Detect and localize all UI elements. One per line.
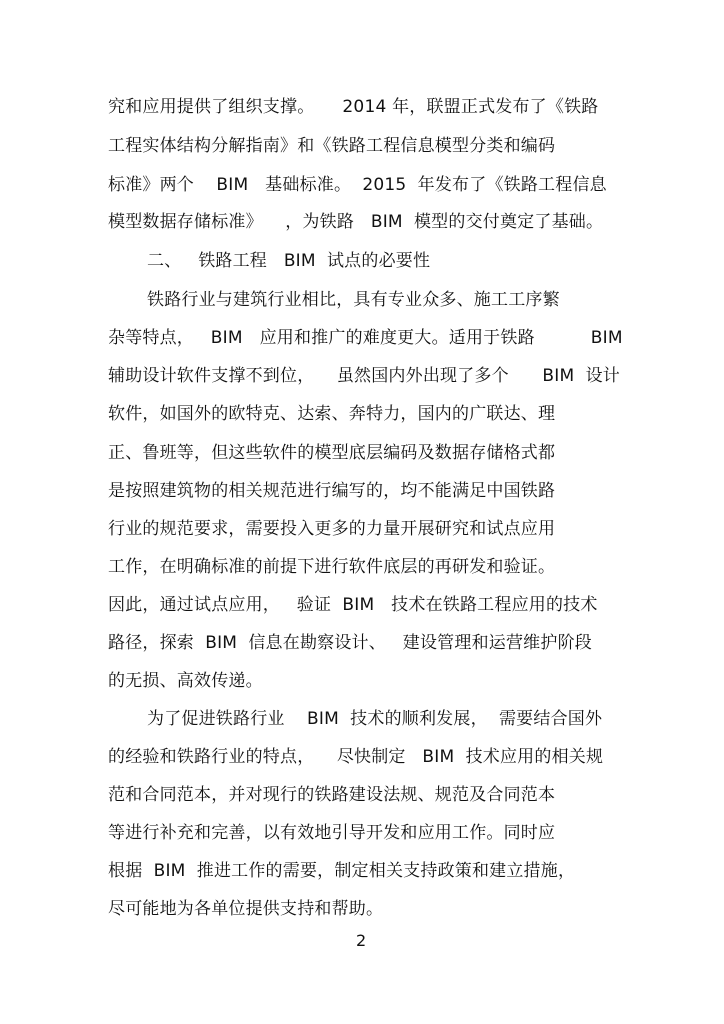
text-line: 的无损、高效传递。 xyxy=(108,671,263,691)
text-line: 行业的规范要求，需要投入更多的力量开展研究和试点应用 xyxy=(108,519,556,539)
text-line: 究和应用提供了组织支撑。 2014 年，联盟正式发布了《铁路 xyxy=(108,97,599,117)
text-line: 软件，如国外的欧特克、达索、奔特力，国内的广联达、理 xyxy=(108,404,556,424)
section-heading: 二、 铁路工程 BIM 试点的必要性 xyxy=(147,251,431,271)
text-line: 正、鲁班等，但这些软件的模型底层编码及数据存储格式都 xyxy=(108,443,556,463)
text-line: 因此，通过试点应用， 验证 BIM 技术在铁路工程应用的技术 xyxy=(108,595,598,615)
text-line: 等进行补充和完善，以有效地引导开发和应用工作。同时应 xyxy=(108,823,556,843)
text-line: 为了促进铁路行业 BIM 技术的顺利发展， 需要结合国外 xyxy=(147,709,603,729)
text-line: 标准》两个 BIM 基础标准。 2015 年发布了《铁路工程信息 xyxy=(108,175,607,195)
text-line: 的经验和铁路行业的特点， 尽快制定 BIM 技术应用的相关规 xyxy=(108,747,604,767)
text-line: 铁路行业与建筑行业相比，具有专业众多、施工工序繁 xyxy=(147,290,560,310)
text-line: 模型数据存储标准》 ，为铁路 BIM 模型的交付奠定了基础。 xyxy=(108,212,604,232)
text-line: 范和合同范本，并对现行的铁路建设法规、规范及合同范本 xyxy=(108,785,556,805)
text-line: 尽可能地为各单位提供支持和帮助。 xyxy=(108,899,384,919)
text-line: 辅助设计软件支撑不到位， 虽然国内外出现了多个 BIM 设计 xyxy=(108,366,620,386)
text-line: 路径，探索 BIM 信息在勘察设计、 建设管理和运营维护阶段 xyxy=(108,633,592,653)
text-line: 工程实体结构分解指南》和《铁路工程信息模型分类和编码 xyxy=(108,136,556,156)
text-line: 工作，在明确标准的前提下进行软件底层的再研发和验证。 xyxy=(108,557,556,577)
text-line: 根据 BIM 推进工作的需要，制定相关支持政策和建立措施， xyxy=(108,861,576,881)
page-number: 2 xyxy=(356,931,367,950)
text-line: 杂等特点， BIM 应用和推广的难度更大。适用于铁路 BIM xyxy=(108,328,623,348)
text-line: 是按照建筑物的相关规范进行编写的，均不能满足中国铁路 xyxy=(108,481,556,501)
